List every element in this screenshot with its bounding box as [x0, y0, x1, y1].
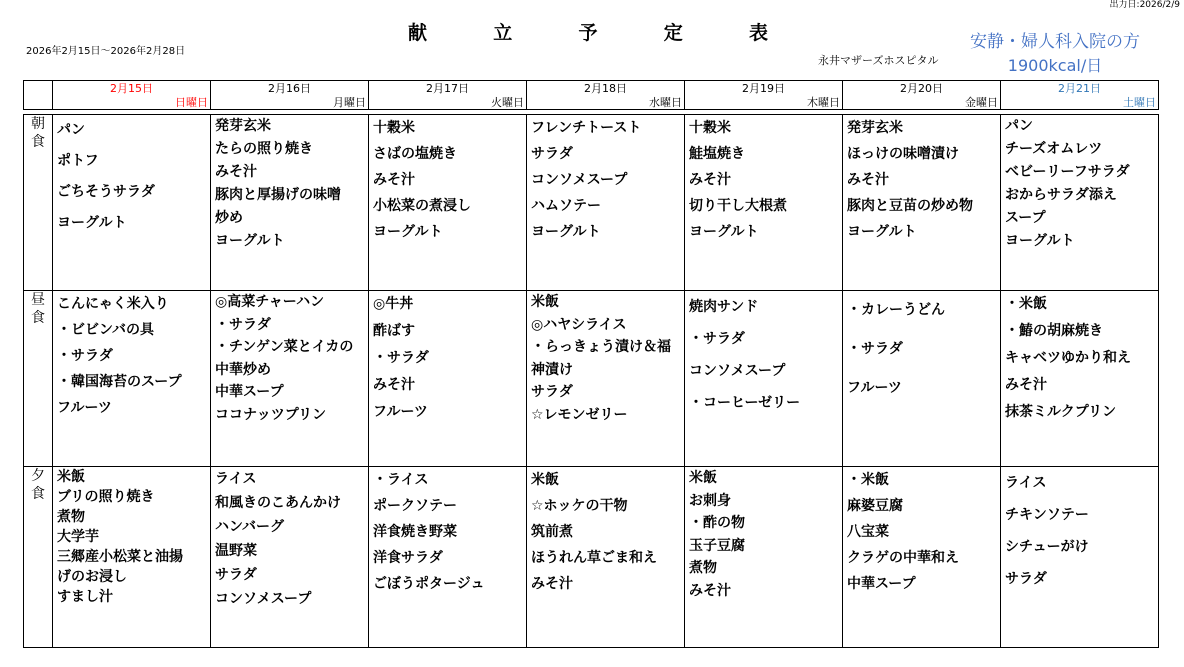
menu-item: ・米飯	[847, 472, 889, 488]
dinner-cell-sun	[53, 467, 211, 648]
menu-item: ☆レモンゼリー	[531, 406, 628, 423]
menu-item: パン	[57, 122, 85, 138]
day-header-row	[24, 81, 1159, 110]
menu-item: 洋食サラダ	[373, 550, 443, 566]
menu-item: ・酢の物	[689, 515, 745, 531]
menu-item: 神漬け	[531, 361, 573, 378]
menu-item: すまし汁	[57, 589, 113, 605]
meal-label-char: 食	[31, 486, 45, 502]
menu-item: ・チンゲン菜とイカの	[215, 339, 354, 355]
menu-item: ポークソテー	[373, 498, 457, 514]
menu-item: キャベツゆかり和え	[1005, 350, 1131, 366]
lunch-cell-tue	[369, 291, 527, 467]
day-header-wed	[527, 81, 685, 110]
breakfast-cell-thu	[685, 115, 843, 291]
lunch-row	[24, 291, 1159, 467]
day-header-mon	[211, 81, 369, 110]
menu-item: ポトフ	[57, 153, 99, 169]
menu-item: ヨーグルト	[531, 224, 601, 240]
menu-item: 米飯	[531, 294, 559, 310]
day-date: 2月18日	[584, 82, 627, 95]
menu-item: ヨーグルト	[689, 224, 759, 240]
day-date: 2月17日	[426, 82, 469, 95]
diet-name: 安静・婦人科入院の方	[970, 32, 1140, 52]
menu-item: コンソメスープ	[215, 591, 312, 607]
lunch-cell-sat	[1001, 291, 1159, 467]
menu-item: 煮物	[57, 509, 85, 525]
menu-item: ◎ハヤシライス	[531, 316, 627, 333]
menu-item: みそ汁	[847, 172, 889, 188]
menu-item: 鮭塩焼き	[689, 146, 745, 162]
day-date: 2月19日	[742, 82, 785, 95]
menu-item: みそ汁	[531, 576, 573, 592]
menu-item: 炒め	[215, 210, 243, 226]
dinner-cell-tue	[369, 467, 527, 648]
menu-item: ・ライス	[373, 472, 429, 488]
menu-item: フルーツ	[847, 380, 902, 396]
day-weekday: 木曜日	[807, 96, 840, 109]
menu-item: ヨーグルト	[373, 224, 443, 240]
diet-calories: 1900kcal/日	[1007, 56, 1103, 75]
menu-item: パン	[1005, 118, 1033, 134]
menu-item: 発芽玄米	[215, 118, 271, 134]
menu-item: 中華炒め	[215, 361, 271, 378]
menu-item: ココナッツプリン	[215, 406, 327, 423]
hospital-name: 永井マザーズホスピタル	[818, 54, 939, 67]
menu-item: 洋食焼き野菜	[373, 524, 457, 540]
meal-label-char: 朝	[31, 116, 45, 132]
menu-item: お刺身	[689, 492, 731, 509]
menu-item: フレンチトースト	[531, 120, 642, 136]
title-char: 定	[663, 22, 683, 44]
menu-item: ・らっきょう漬け＆福	[531, 339, 671, 355]
menu-item: ・サラダ	[373, 350, 429, 366]
dinner-cell-wed	[527, 467, 685, 648]
lunch-cell-sun	[53, 291, 211, 467]
day-weekday: 月曜日	[333, 96, 366, 109]
menu-item: 和風きのこあんかけ	[215, 495, 341, 511]
menu-item: ごぼうポタージュ	[373, 576, 485, 592]
lunch-cell-wed	[527, 291, 685, 467]
dinner-cell-fri	[843, 467, 1001, 648]
menu-item: みそ汁	[1005, 377, 1047, 393]
menu-item: サラダ	[531, 146, 573, 162]
menu-item: 中華スープ	[215, 384, 284, 400]
day-weekday: 土曜日	[1123, 96, 1156, 109]
dinner-cell-sat	[1001, 467, 1159, 648]
day-header-sun	[53, 81, 211, 110]
menu-item: ほうれん草ごま和え	[531, 550, 657, 566]
menu-item: 米飯	[57, 469, 85, 485]
menu-item: 大学芋	[57, 529, 99, 545]
menu-item: みそ汁	[373, 172, 415, 188]
menu-item: 十穀米	[689, 120, 731, 136]
day-date: 2月15日	[110, 82, 153, 95]
menu-item: ヨーグルト	[847, 224, 917, 240]
menu-item: 筑前煮	[531, 524, 573, 540]
menu-item: ライス	[1005, 475, 1047, 491]
menu-item: サラダ	[531, 384, 573, 400]
menu-item: げのお浸し	[57, 569, 127, 585]
meal-label-lunch	[24, 291, 53, 467]
breakfast-row	[24, 115, 1159, 291]
day-header-thu	[685, 81, 843, 110]
dinner-cell-mon	[211, 467, 369, 648]
menu-item: こんにゃく米入り	[57, 296, 169, 312]
menu-item: ・韓国海苔のスープ	[57, 374, 182, 390]
day-weekday: 日曜日	[175, 96, 208, 109]
title-char: 表	[748, 22, 768, 44]
menu-item: サラダ	[1005, 571, 1047, 587]
menu-item: 抹茶ミルクプリン	[1005, 404, 1117, 420]
menu-item: 十穀米	[373, 120, 415, 136]
menu-item: ヨーグルト	[57, 215, 127, 231]
menu-item: 焼肉サンド	[689, 299, 759, 315]
menu-item: 豚肉と豆苗の炒め物	[847, 198, 973, 214]
menu-item: コンソメスープ	[531, 172, 628, 188]
meal-label-char: 夕	[31, 468, 45, 484]
menu-item: ヨーグルト	[1005, 233, 1075, 249]
day-weekday: 水曜日	[649, 96, 682, 109]
dinner-row	[24, 467, 1159, 648]
breakfast-cell-sun	[53, 115, 211, 291]
menu-item: さばの塩焼き	[373, 146, 457, 162]
menu-item: 切り干し大根煮	[689, 198, 787, 214]
menu-item: 米飯	[531, 472, 559, 488]
menu-item: ☆ホッケの干物	[531, 498, 628, 514]
menu-table	[23, 80, 1159, 648]
menu-item: スープ	[1005, 210, 1046, 226]
breakfast-cell-sat	[1001, 115, 1159, 291]
corner-cell	[24, 81, 53, 110]
page-title	[408, 18, 768, 44]
menu-item: 三郷産小松菜と油揚	[57, 549, 183, 565]
menu-item: 小松菜の煮浸し	[373, 198, 471, 214]
menu-item: ヨーグルト	[215, 233, 285, 249]
meal-label-char: 食	[31, 310, 45, 326]
menu-item: ・サラダ	[57, 348, 113, 364]
menu-item: クラゲの中華和え	[847, 550, 959, 566]
menu-item: みそ汁	[689, 172, 731, 188]
menu-item: フルーツ	[373, 404, 428, 420]
menu-item: ・鰆の胡麻焼き	[1005, 323, 1103, 339]
menu-item: 八宝菜	[847, 524, 889, 540]
day-weekday: 金曜日	[965, 96, 998, 109]
day-weekday: 火曜日	[491, 96, 524, 109]
menu-item: コンソメスープ	[689, 363, 786, 379]
lunch-cell-fri	[843, 291, 1001, 467]
menu-item: サラダ	[215, 567, 257, 583]
dinner-cell-thu	[685, 467, 843, 648]
title-char: 立	[493, 22, 513, 44]
lunch-cell-mon	[211, 291, 369, 467]
menu-item: ベビーリーフサラダ	[1005, 164, 1130, 180]
menu-item: ・米飯	[1005, 296, 1047, 312]
breakfast-cell-wed	[527, 115, 685, 291]
title-char: 献	[408, 22, 428, 44]
menu-item: ・サラダ	[215, 316, 271, 333]
menu-item: ・サラダ	[847, 341, 903, 357]
menu-item: ごちそうサラダ	[57, 184, 155, 200]
menu-item: チーズオムレツ	[1005, 141, 1103, 157]
menu-item: ハムソテー	[531, 198, 601, 214]
day-date: 2月20日	[900, 82, 943, 95]
menu-item: チキンソテー	[1005, 507, 1089, 523]
menu-item: ・カレーうどん	[847, 302, 945, 318]
menu-item: ほっけの味噌漬け	[847, 146, 959, 162]
menu-item: ◎高菜チャーハン	[215, 294, 325, 310]
menu-item: みそ汁	[689, 582, 731, 599]
menu-item: みそ汁	[215, 164, 257, 180]
day-header-sat	[1001, 81, 1159, 110]
menu-item: 温野菜	[215, 543, 257, 559]
lunch-cell-thu	[685, 291, 843, 467]
meal-label-dinner	[24, 467, 53, 648]
day-header-fri	[843, 81, 1001, 110]
menu-item: ◎牛丼	[373, 296, 414, 312]
menu-period: 2026年2月15日～2026年2月28日	[26, 46, 186, 57]
menu-item: 米飯	[689, 470, 717, 486]
menu-item: おからサラダ添え	[1005, 187, 1117, 203]
menu-item: ライス	[215, 471, 257, 487]
menu-item: 豚肉と厚揚げの味噌	[215, 187, 341, 203]
output-date: 出力日:2026/2/9	[1109, 0, 1180, 10]
menu-item: ブリの照り焼き	[57, 489, 155, 505]
menu-item: 発芽玄米	[847, 120, 903, 136]
menu-item: 煮物	[689, 560, 717, 576]
menu-item: フルーツ	[57, 400, 112, 416]
breakfast-cell-fri	[843, 115, 1001, 291]
menu-item: シチューがけ	[1005, 539, 1089, 555]
day-date: 2月16日	[268, 82, 311, 95]
meal-label-char: 食	[31, 134, 45, 150]
menu-item: 酢ばす	[373, 323, 415, 339]
title-char: 予	[578, 22, 598, 44]
meal-label-breakfast	[24, 115, 53, 291]
day-date: 2月21日	[1058, 82, 1101, 95]
menu-item: 中華スープ	[847, 576, 916, 592]
menu-item: たらの照り焼き	[215, 141, 313, 157]
menu-item: ハンバーグ	[215, 519, 285, 535]
meal-label-char: 昼	[31, 292, 45, 308]
menu-item: ・ビビンバの具	[57, 322, 155, 338]
day-header-tue	[369, 81, 527, 110]
breakfast-cell-mon	[211, 115, 369, 291]
menu-item: 麻婆豆腐	[847, 498, 903, 514]
menu-item: みそ汁	[373, 377, 415, 393]
menu-item: ・サラダ	[689, 331, 745, 347]
breakfast-cell-tue	[369, 115, 527, 291]
menu-item: ・コーヒーゼリー	[689, 395, 801, 411]
menu-item: 玉子豆腐	[689, 537, 745, 554]
